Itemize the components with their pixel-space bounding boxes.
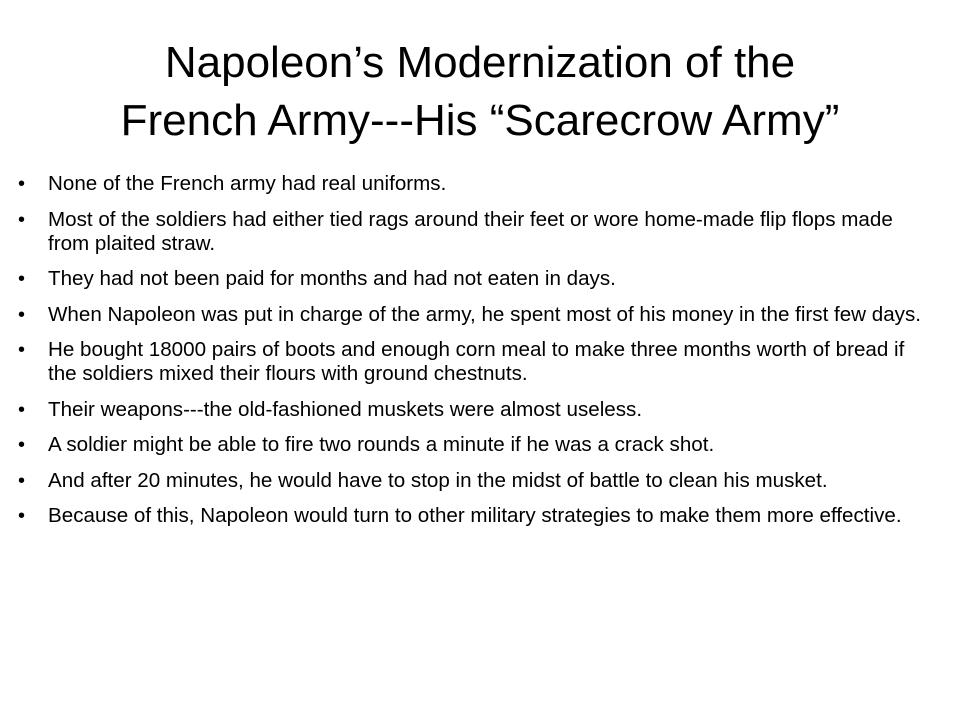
bullet-item: [18, 172, 928, 196]
bullet-item: [18, 504, 928, 528]
bullet-item: [18, 302, 928, 327]
bullet-icon: •: [18, 303, 26, 326]
slide-title: [40, 34, 920, 150]
bullet-item: [18, 397, 928, 422]
bullet-text: They had not been paid for months and had not eaten in days.: [48, 267, 616, 290]
bullet-text: And after 20 minutes, he would have to stop in the midst of battle to clean his musket.: [48, 468, 828, 492]
bullet-icon: •: [18, 173, 26, 195]
bullet-icon: •: [18, 434, 26, 456]
bullet-list: [18, 172, 928, 540]
bullet-icon: •: [18, 268, 26, 290]
bullet-icon: •: [18, 398, 26, 421]
bullet-item: [18, 267, 928, 291]
bullet-text: When Napoleon was put in charge of the army, he spent most of his money in the first few days.: [48, 302, 922, 326]
bullet-icon: •: [18, 208, 26, 231]
slide-title-line-1: Napoleon’s Modernization of the: [164, 38, 796, 87]
bullet-item: [18, 338, 928, 386]
bullet-text: None of the French army had real uniforms.: [48, 172, 447, 195]
bullet-icon: •: [18, 505, 26, 527]
bullet-item: [18, 433, 928, 457]
bullet-text: Because of this, Napoleon would turn to other military strategies to make them more effective.: [48, 504, 902, 527]
bullet-icon: •: [18, 339, 26, 361]
bullet-text: A soldier might be able to fire two rounds a minute if he was a crack shot.: [48, 433, 715, 456]
bullet-item: [18, 468, 928, 493]
bullet-text: He bought 18000 pairs of boots and enough corn meal to make three months worth of bread if the soldiers mixed their flours with ground chestnuts.: [48, 338, 905, 385]
slide-title-line-2: French Army---His “Scarecrow Army”: [120, 96, 840, 145]
bullet-icon: •: [18, 469, 26, 492]
bullet-text: Their weapons---the old-fashioned muskets were almost useless.: [48, 397, 643, 421]
bullet-text: Most of the soldiers had either tied rags around their feet or wore home-made flip flops made from plaited straw.: [48, 207, 893, 255]
bullet-item: [18, 207, 928, 256]
